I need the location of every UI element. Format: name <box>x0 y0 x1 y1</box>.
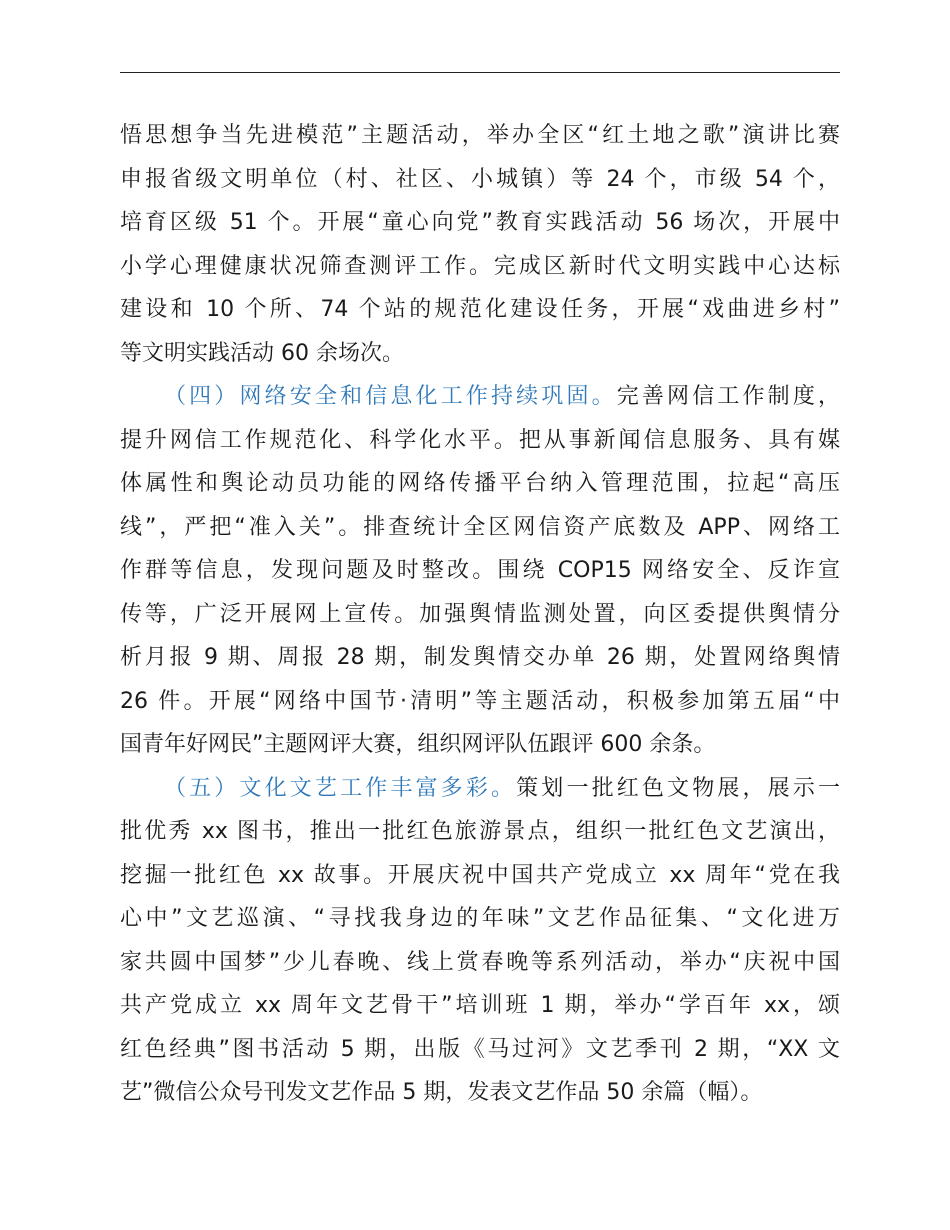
paragraph-line: 小学心理健康状况筛查测评工作。完成区新时代文明实践中心达标 <box>120 253 840 279</box>
document-body <box>120 114 840 1115</box>
paragraph-line: 艺”微信公众号刊发文艺作品 5 期，发表文艺作品 50 余篇（幅）。 <box>120 1080 763 1105</box>
paragraph-line: 红色经典”图书活动 5 期，出版《马过河》文艺季刊 2 期，“XX 文 <box>120 1036 840 1062</box>
paragraph-line: 提升网信工作规范化、科学化水平。把从事新闻信息服务、具有媒 <box>120 427 840 453</box>
section-4-first-line <box>120 375 840 419</box>
paragraph-line: 悟思想争当先进模范”主题活动，举办全区“红土地之歌”演讲比赛 <box>120 123 840 148</box>
paragraph-line: 传等，广泛开展网上宣传。加强舆情监测处置，向区委提供舆情分 <box>120 601 840 627</box>
paragraph-line: 析月报 9 期、周报 28 期，制发舆情交办单 26 期，处置网络舆情 <box>120 645 840 670</box>
paragraph-line: 家共圆中国梦”少儿春晚、线上赏春晚等系列活动，举办“庆祝中国 <box>120 949 840 975</box>
paragraph-line: 批优秀 xx 图书，推出一批红色旅游景点，组织一批红色文艺演出， <box>120 819 840 844</box>
section-4-heading: （四）网络安全和信息化工作持续巩固。 <box>164 384 617 409</box>
paragraph-line: 26 件。开展“网络中国节·清明”等主题活动，积极参加第五届“中 <box>120 688 840 714</box>
section-5-text: 策划一批红色文物展，展示一 <box>516 775 840 801</box>
paragraph-line: 共产党成立 xx 周年文艺骨干”培训班 1 期，举办“学百年 xx，颂 <box>120 993 840 1018</box>
paragraph-line: 等文明实践活动 60 余场次。 <box>120 340 404 366</box>
section-4-text: 完善网信工作制度， <box>616 384 840 409</box>
paragraph-line: 体属性和舆论动员功能的网络传播平台纳入管理范围，拉起“高压 <box>120 471 840 496</box>
paragraph-line: 心中”文艺巡演、“寻找我身边的年味”文艺作品征集、“文化进万 <box>120 906 840 931</box>
paragraph-line: 建设和 10 个所、74 个站的规范化建设任务，开展“戏曲进乡村” <box>120 297 840 322</box>
section-5-heading: （五）文化文艺工作丰富多彩。 <box>164 775 517 801</box>
paragraph-line: 国青年好网民”主题网评大赛，组织网评队伍跟评 600 余条。 <box>120 732 716 757</box>
header-rule <box>120 72 840 73</box>
paragraph-line: 作群等信息，发现问题及时整改。围绕 COP15 网络安全、反诈宣 <box>120 558 840 583</box>
paragraph-line: 申报省级文明单位（村、社区、小城镇）等 24 个，市级 54 个， <box>120 166 840 192</box>
paragraph-line: 培育区级 51 个。开展“童心向党”教育实践活动 56 场次，开展中 <box>120 210 840 235</box>
paragraph-line: 挖掘一批红色 xx 故事。开展庆祝中国共产党成立 xx 周年“党在我 <box>120 862 840 888</box>
section-5-first-line <box>120 767 840 811</box>
paragraph-line: 线”，严把“准入关”。排查统计全区网信资产底数及 APP、网络工 <box>120 514 840 540</box>
